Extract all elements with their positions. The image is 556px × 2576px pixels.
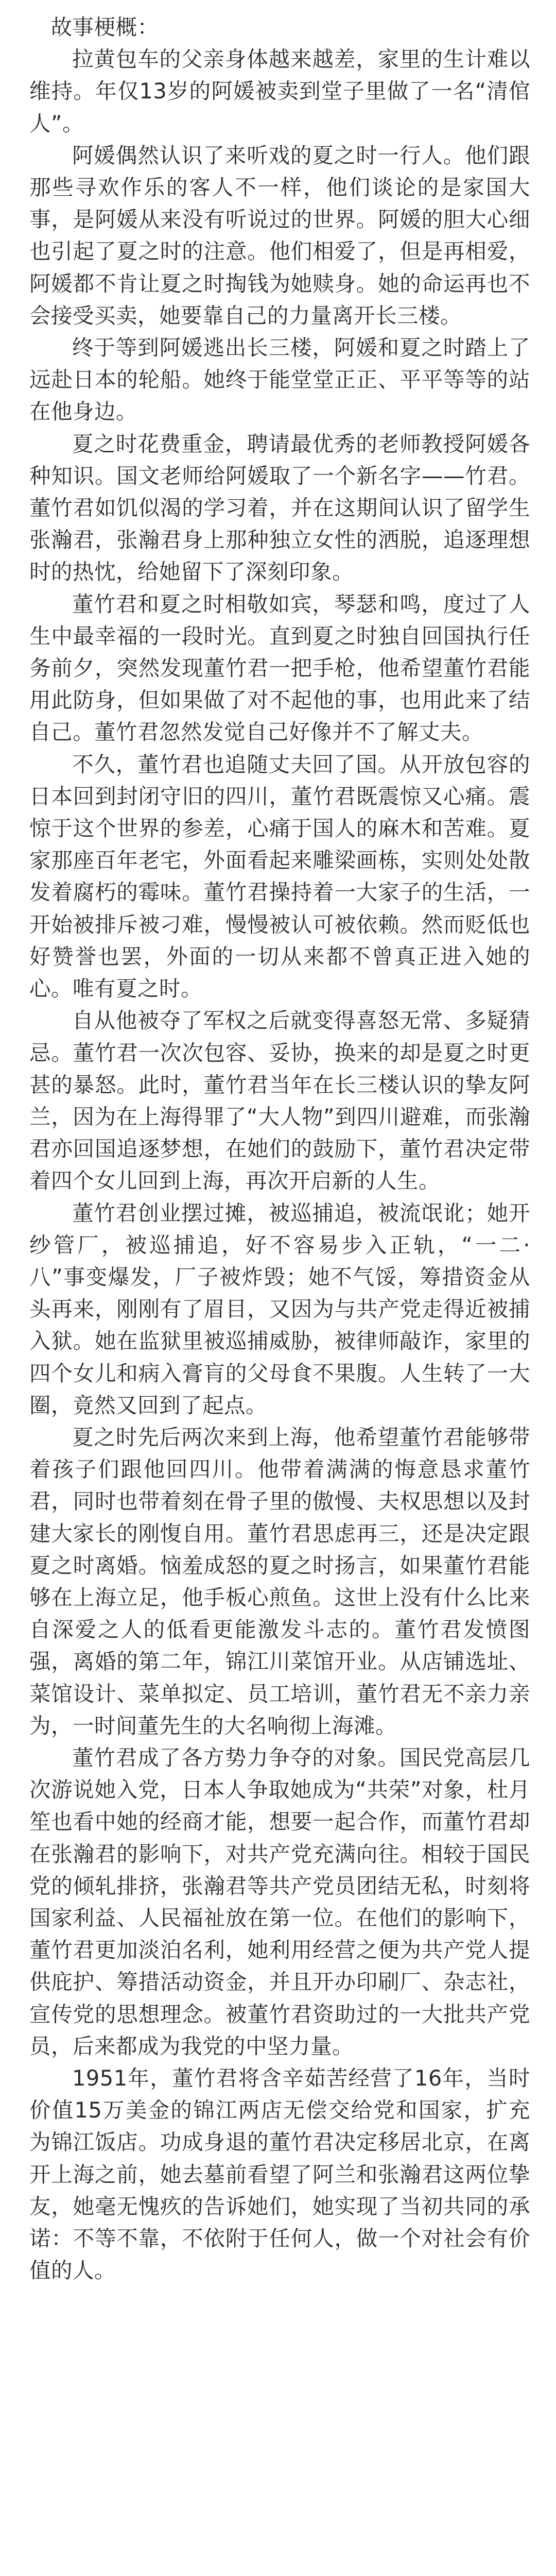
paragraph-1: 拉黄包车的父亲身体越来越差，家里的生计难以维持。年仅13岁的阿媛被卖到堂子里做了一名“清倌人”。 [29,46,530,136]
paragraph-5: 董竹君和夏之时相敬如宾，琴瑟和鸣，度过了人生中最幸福的一段时光。直到夏之时独自回国执行任务前夕，突然发现董竹君一把手枪，他希望董竹君能用此防身，但如果做了对不起他的事，也用此来了结自己。董竹君忽然发觉自己好像并不了解丈夫。 [29,591,530,745]
synopsis-heading: 故事梗概： [50,14,159,40]
paragraph-3: 终于等到阿媛逃出长三楼，阿媛和夏之时踏上了远赴日本的轮船。她终于能堂堂正正、平平等等的站在他身边。 [29,335,530,425]
paragraph-11: 1951年，董竹君将含辛茹苦经营了16年，当时价值15万美金的锦江两店无偿交给党和国家，扩充为锦江饭店。功成身退的董竹君决定移居北京，在离开上海之前，她去墓前看望了阿兰和张瀚君这两位挚友，她毫无愧疚的告诉她们，她实现了当初共同的承诺：不等不靠，不依附于任何人，做一个对社会有价值的人。 [29,2065,530,2283]
paragraph-9: 夏之时先后两次来到上海，他希望董竹君能够带着孩子们跟他回四川。他带着满满的悔意恳求董竹君，同时也带着刻在骨子里的傲慢、夫权思想以及封建大家长的刚愎自用。董竹君思虑再三，还是决定跟夏之时离婚。恼羞成怒的夏之时扬言，如果董竹君能够在上海立足，他手板心煎鱼。这世上没有什么比来自深爱之人的低看更能激发斗志的。董竹君发愤图强，离婚的第二年，锦江川菜馆开业。从店铺选址、菜馆设计、菜单拟定、员工培训，董竹君无不亲力亲为，一时间董先生的大名响彻上海滩。 [29,1424,530,1738]
paragraph-10: 董竹君成了各方势力争夺的对象。国民党高层几次游说她入党，日本人争取她成为“共荣”对象，杜月笙也看中她的经商才能，想要一起合作，而董竹君却在张瀚君的影响下，对共产党充满向往。相较于国民党的倾轧排挤，张瀚君等共产党员团结无私，时刻将国家利益、人民福祉放在第一位。在他们的影响下，董竹君更加淡泊名利，她利用经营之便为共产党人提供庇护、筹措活动资金，并且开办印刷厂、杂志社，宣传党的思想理念。被董竹君资助过的一大批共产党员，后来都成为我党的中坚力量。 [29,1744,530,2059]
paragraph-8: 董竹君创业摆过摊，被巡捕追，被流氓讹；她开纱管厂，被巡捕追，好不容易步入正轨，“一二·八”事变爆发，厂子被炸毁；她不气馁，筹措资金从头再来，刚刚有了眉目，又因为与共产党走得近被捕入狱。她在监狱里被巡捕威胁，被律师敲诈，家里的四个女儿和病入膏肓的父母食不果腹。人生转了一大圈，竟然又回到了起点。 [29,1200,530,1418]
paragraph-2: 阿媛偶然认识了来听戏的夏之时一行人。他们跟那些寻欢作乐的客人不一样，他们谈论的是家国大事，是阿媛从来没有听说过的世界。阿媛的胆大心细也引起了夏之时的注意。他们相爱了，但是再相爱，阿媛都不肯让夏之时掏钱为她赎身。她的命运再也不会接受买卖，她要靠自己的力量离开长三楼。 [29,142,530,328]
paragraph-6: 不久，董竹君也追随丈夫回了国。从开放包容的日本回到封闭守旧的四川，董竹君既震惊又心痛。震惊于这个世界的参差，心痛于国人的麻木和苦难。夏家那座百年老宅，外面看起来雕梁画栋，实则处处散发着腐朽的霉味。董竹君操持着一大家子的生活，一开始被排斥被刁难，慢慢被认可被依赖。然而贬低也好赞誉也罢，外面的一切从来都不曾真正进入她的心。唯有夏之时。 [29,751,530,1002]
paragraph-4: 夏之时花费重金，聘请最优秀的老师教授阿媛各种知识。国文老师给阿媛取了一个新名字——竹君。董竹君如饥似渴的学习着，并在这期间认识了留学生张瀚君，张瀚君身上那种独立女性的洒脱，追逐理想时的热忱，给她留下了深刻印象。 [29,431,530,585]
paragraph-7: 自从他被夺了军权之后就变得喜怒无常、多疑猜忌。董竹君一次次包容、妥协，换来的却是夏之时更甚的暴怒。此时，董竹君当年在长三楼认识的挚友阿兰，因为在上海得罪了“大人物”到四川避难，而张瀚君亦回国追逐梦想，在她们的鼓励下，董竹君决定带着四个女儿回到上海，再次开启新的人生。 [29,1008,530,1194]
